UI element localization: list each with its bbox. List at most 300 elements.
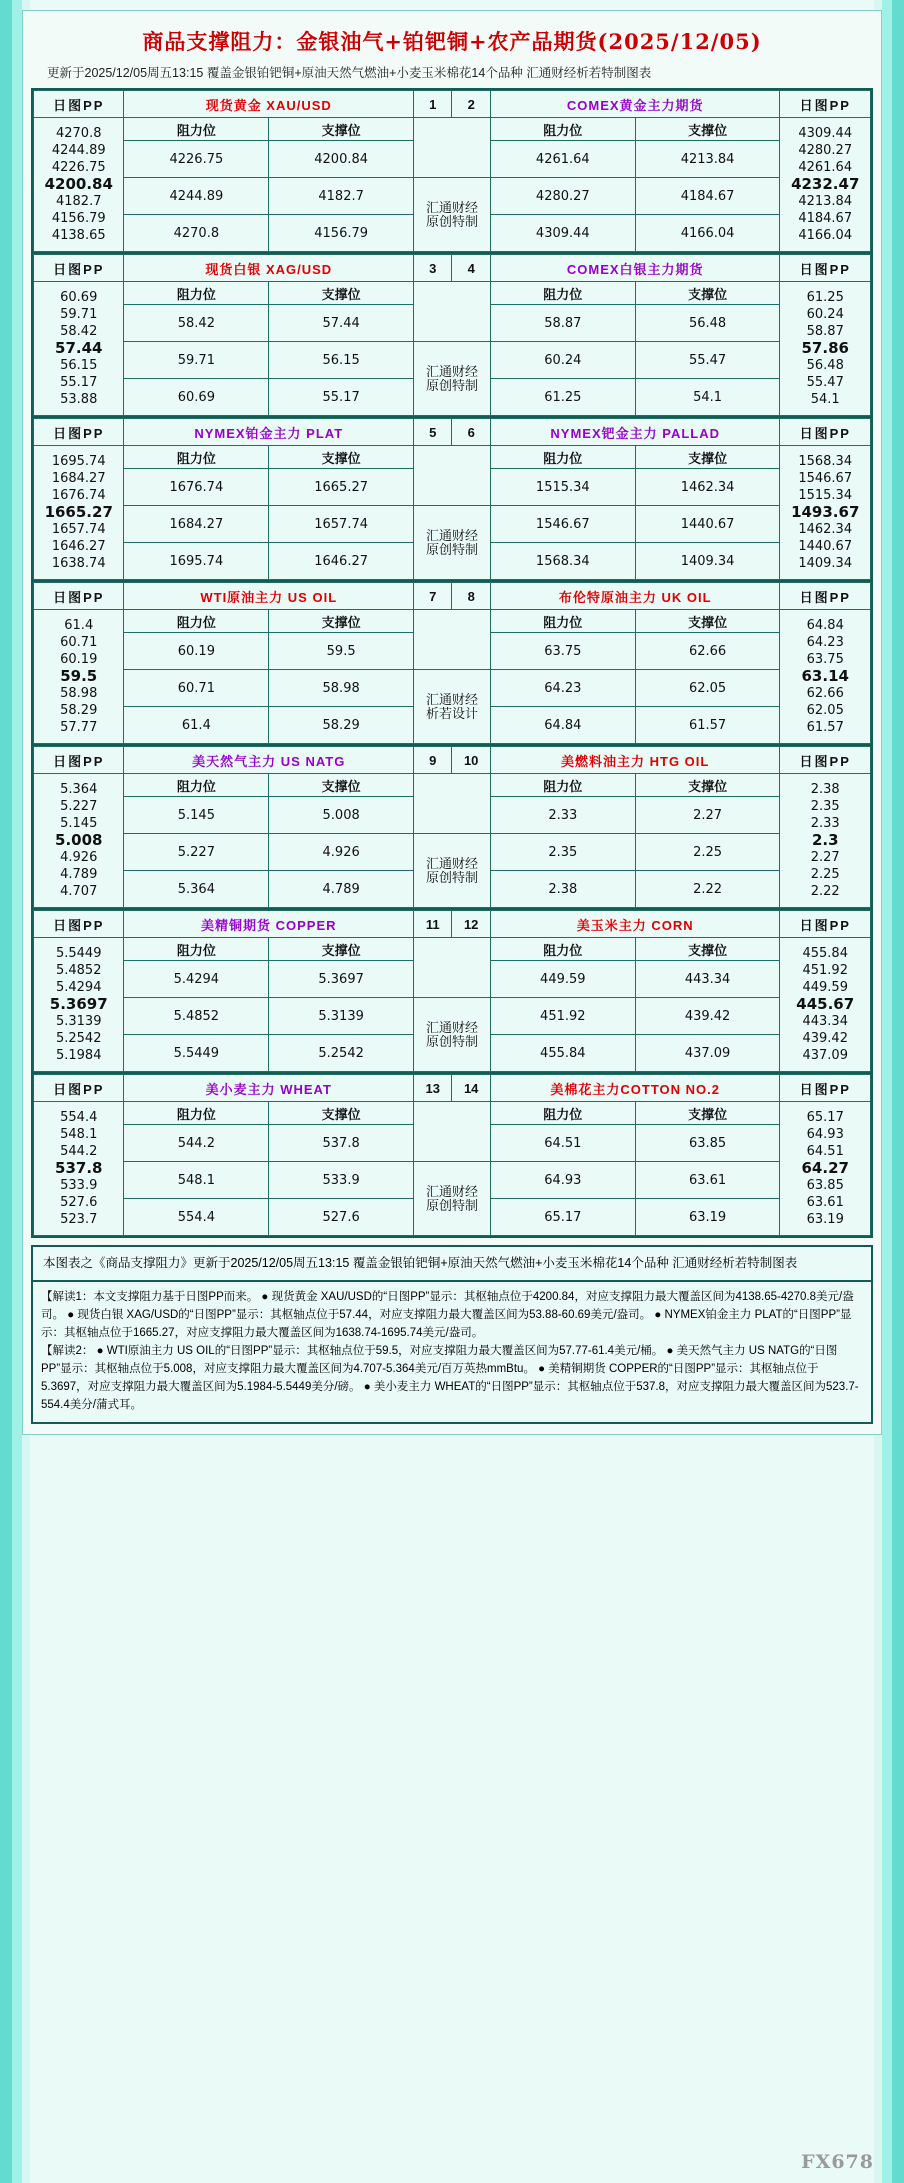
- resistance-value-right: 58.87: [490, 305, 635, 342]
- instrument-name-right: 美燃料油主力 HTG OIL: [490, 747, 780, 774]
- instrument-name-right: 布伦特原油主力 UK OIL: [490, 583, 780, 610]
- support-header-right: 支撑位: [635, 118, 780, 141]
- mid-watermark: 汇通财经 原创特制: [414, 506, 491, 580]
- blocks-container: [31, 88, 873, 1238]
- pp-value: 2.27: [810, 850, 840, 865]
- block-index-left: 7: [414, 583, 452, 610]
- resistance-value-left: 5.364: [124, 871, 269, 908]
- instrument-name-left: 现货黄金 XAU/USD: [124, 91, 414, 118]
- resistance-header-right: 阻力位: [490, 446, 635, 469]
- pp-value: 55.17: [60, 375, 98, 390]
- resistance-value-right: 1515.34: [490, 469, 635, 506]
- pp-value: 56.15: [60, 358, 98, 373]
- support-value-left: 1657.74: [269, 506, 414, 543]
- pp-value: 2.22: [810, 884, 840, 899]
- resistance-value-left: 4226.75: [124, 141, 269, 178]
- pp-value: 4138.65: [51, 228, 106, 243]
- instrument-block: [31, 908, 873, 1072]
- pp-value: 64.51: [806, 1144, 844, 1159]
- instrument-name-right: 美棉花主力COTTON NO.2: [490, 1075, 780, 1102]
- pp-header-right: 日图PP: [780, 255, 871, 282]
- level-row: [34, 178, 871, 215]
- resistance-value-right: 451.92: [490, 998, 635, 1035]
- instrument-table: [33, 418, 871, 580]
- pp-value: 1462.34: [798, 522, 853, 537]
- explain-paragraph-1: 【解读1：本文支撑阻力基于日图PP而来。 ● 现货黄金 XAU/USD的“日图PP”显示：其枢轴点位于4200.84，对应支撑阻力最大覆盖区间为4138.65-4270.8美元/盎司。 ● 现货白银 XAG/USD的“日图PP”显示：其枢轴点位于57.44，对应支撑阻力最大覆盖区间为53.88-60.69美元/盎司。 ● NYMEX铂金主力 PLAT的“日图PP”显示：其枢轴点位于1665.27，对应支撑阻力最大覆盖区间为1638.74-1695.74美元/盎司。: [41, 1291, 854, 1339]
- pp-value: 4182.7: [55, 194, 102, 209]
- instrument-name-right: 美玉米主力 CORN: [490, 911, 780, 938]
- support-value-left: 5.008: [269, 797, 414, 834]
- pp-value: 57.86: [801, 339, 849, 357]
- support-value-right: 62.66: [635, 633, 780, 670]
- resistance-value-right: 63.75: [490, 633, 635, 670]
- support-header-right: 支撑位: [635, 1102, 780, 1125]
- pp-value: 1440.67: [798, 539, 853, 554]
- instrument-table: [33, 582, 871, 744]
- resistance-value-right: 455.84: [490, 1035, 635, 1072]
- pp-column-left: [34, 118, 124, 252]
- pp-header-left: 日图PP: [34, 747, 124, 774]
- pp-value: 1695.74: [51, 454, 106, 469]
- support-value-right: 2.27: [635, 797, 780, 834]
- support-value-left: 4156.79: [269, 215, 414, 252]
- page-subtitle: 更新于2025/12/05周五13:15 覆盖金银铂钯铜+原油天然气燃油+小麦玉米棉花14个品种 汇通财经析若特制图表: [47, 66, 652, 80]
- pp-value: 4244.89: [51, 143, 106, 158]
- resistance-value-left: 58.42: [124, 305, 269, 342]
- pp-column-left: [34, 1102, 124, 1236]
- mid-watermark: 汇通财经 原创特制: [414, 178, 491, 252]
- pp-value: 1646.27: [51, 539, 106, 554]
- pp-value: 1409.34: [798, 556, 853, 571]
- block-index-right: 10: [452, 747, 490, 774]
- pp-value: 4184.67: [798, 211, 853, 226]
- pp-value: 1665.27: [44, 503, 113, 521]
- pp-header-right: 日图PP: [780, 419, 871, 446]
- support-value-right: 2.25: [635, 834, 780, 871]
- pp-value: 544.2: [60, 1144, 98, 1159]
- support-header-left: 支撑位: [269, 938, 414, 961]
- pp-value: 2.33: [810, 816, 840, 831]
- instrument-name-right: COMEX白银主力期货: [490, 255, 780, 282]
- instrument-name-right: NYMEX钯金主力 PALLAD: [490, 419, 780, 446]
- level-row: [34, 342, 871, 379]
- instrument-name-right: COMEX黄金主力期货: [490, 91, 780, 118]
- pp-value: 64.84: [806, 618, 844, 633]
- instrument-block: [31, 1072, 873, 1238]
- pp-value: 5.3139: [55, 1014, 102, 1029]
- instrument-table: [33, 1074, 871, 1236]
- resistance-header-left: 阻力位: [124, 938, 269, 961]
- support-header-right: 支撑位: [635, 610, 780, 633]
- resistance-value-right: 64.84: [490, 707, 635, 744]
- resistance-value-left: 548.1: [124, 1162, 269, 1199]
- pp-value: 59.5: [60, 667, 98, 685]
- support-value-right: 55.47: [635, 342, 780, 379]
- block-index-right: 2: [452, 91, 490, 118]
- resistance-value-right: 4309.44: [490, 215, 635, 252]
- pp-header-left: 日图PP: [34, 1075, 124, 1102]
- support-value-left: 5.2542: [269, 1035, 414, 1072]
- resistance-value-left: 60.19: [124, 633, 269, 670]
- support-value-left: 56.15: [269, 342, 414, 379]
- explain-paragraph-2: 【解读2： ● WTI原油主力 US OIL的“日图PP”显示：其枢轴点位于59.5，对应支撑阻力最大覆盖区间为57.77-61.4美元/桶。 ● 美天然气主力 US NATG的“日图PP”显示：其枢轴点位于5.008，对应支撑阻力最大覆盖区间为4.707-5.364美元/百万英热mmBtu。 ● 美精铜期货 COPPER的“日图PP”显示：其枢轴点位于5.3697，对应支撑阻力最大覆盖区间为5.1984-5.5449美分/磅。 ● 美小麦主力 WHEAT的“日图PP”显示：其枢轴点位于537.8，对应支撑阻力最大覆盖区间为523.7-554.4美分/蒲式耳。: [41, 1345, 859, 1411]
- pp-value: 4.926: [60, 850, 98, 865]
- pp-header-left: 日图PP: [34, 419, 124, 446]
- pp-value: 1568.34: [798, 454, 853, 469]
- support-value-right: 4166.04: [635, 215, 780, 252]
- block-index-right: 14: [452, 1075, 490, 1102]
- resistance-value-left: 1676.74: [124, 469, 269, 506]
- support-value-left: 1665.27: [269, 469, 414, 506]
- pp-header-right: 日图PP: [780, 583, 871, 610]
- pp-column-right: [780, 1102, 871, 1236]
- pp-value: 58.98: [60, 686, 98, 701]
- pp-column-right: [780, 118, 871, 252]
- footer-note: 本图表之《商品支撑阻力》更新于2025/12/05周五13:15 覆盖金银铂钯铜+原油天然气燃油+小麦玉米棉花14个品种 汇通财经析若特制图表: [31, 1245, 873, 1282]
- support-value-left: 5.3139: [269, 998, 414, 1035]
- pp-column-right: [780, 446, 871, 580]
- resistance-value-right: 1568.34: [490, 543, 635, 580]
- pp-value: 4232.47: [791, 175, 860, 193]
- resistance-header-right: 阻力位: [490, 118, 635, 141]
- resistance-header-left: 阻力位: [124, 774, 269, 797]
- pp-header-left: 日图PP: [34, 255, 124, 282]
- resistance-value-right: 1546.67: [490, 506, 635, 543]
- pp-value: 58.42: [60, 324, 98, 339]
- resistance-value-right: 60.24: [490, 342, 635, 379]
- support-value-left: 57.44: [269, 305, 414, 342]
- resistance-header-right: 阻力位: [490, 610, 635, 633]
- watermark-fx678: FX678: [801, 2151, 874, 2173]
- resistance-header-right: 阻力位: [490, 282, 635, 305]
- support-value-right: 63.61: [635, 1162, 780, 1199]
- resistance-value-left: 4244.89: [124, 178, 269, 215]
- instrument-name-left: 美精铜期货 COPPER: [124, 911, 414, 938]
- pp-value: 60.69: [60, 290, 98, 305]
- pp-value: 64.93: [806, 1127, 844, 1142]
- pp-value: 1657.74: [51, 522, 106, 537]
- mid-spacer-top: [414, 1102, 491, 1162]
- support-value-left: 4.789: [269, 871, 414, 908]
- pp-value: 64.27: [801, 1159, 849, 1177]
- pp-value: 443.34: [802, 1014, 848, 1029]
- pp-value: 63.75: [806, 652, 844, 667]
- pp-value: 5.364: [60, 782, 98, 797]
- pp-value: 537.8: [55, 1159, 103, 1177]
- pp-value: 5.2542: [55, 1031, 102, 1046]
- support-value-right: 437.09: [635, 1035, 780, 1072]
- pp-column-right: [780, 774, 871, 908]
- pp-column-right: [780, 282, 871, 416]
- pp-value: 63.14: [801, 667, 849, 685]
- mid-watermark: 汇通财经 原创特制: [414, 834, 491, 908]
- level-row: [34, 506, 871, 543]
- pp-column-left: [34, 282, 124, 416]
- pp-value: 62.66: [806, 686, 844, 701]
- instrument-block: [31, 88, 873, 252]
- support-header-right: 支撑位: [635, 446, 780, 469]
- pp-value: 527.6: [60, 1195, 98, 1210]
- mid-spacer-top: [414, 282, 491, 342]
- pp-value: 1493.67: [791, 503, 860, 521]
- resistance-value-left: 5.227: [124, 834, 269, 871]
- level-row: [34, 1162, 871, 1199]
- pp-value: 5.1984: [55, 1048, 102, 1063]
- page-title: 商品支撑阻力：金银油气+铂钯铜+农产品期货(2025/12/05): [142, 29, 762, 54]
- instrument-table: [33, 90, 871, 252]
- instrument-name-left: 现货白银 XAG/USD: [124, 255, 414, 282]
- pp-value: 451.92: [802, 963, 848, 978]
- support-value-right: 54.1: [635, 379, 780, 416]
- pp-value: 60.24: [806, 307, 844, 322]
- resistance-value-right: 2.38: [490, 871, 635, 908]
- support-value-right: 1409.34: [635, 543, 780, 580]
- pp-header-right: 日图PP: [780, 747, 871, 774]
- instrument-block: [31, 580, 873, 744]
- resistance-value-left: 60.69: [124, 379, 269, 416]
- resistance-value-left: 60.71: [124, 670, 269, 707]
- pp-value: 4213.84: [798, 194, 853, 209]
- block-index-right: 6: [452, 419, 490, 446]
- resistance-value-left: 5.5449: [124, 1035, 269, 1072]
- pp-value: 57.77: [60, 720, 98, 735]
- pp-value: 4.789: [60, 867, 98, 882]
- support-value-left: 4182.7: [269, 178, 414, 215]
- support-value-right: 56.48: [635, 305, 780, 342]
- mid-spacer-top: [414, 938, 491, 998]
- instrument-block: [31, 744, 873, 908]
- pp-value: 61.4: [64, 618, 94, 633]
- support-value-left: 537.8: [269, 1125, 414, 1162]
- pp-value: 455.84: [802, 946, 848, 961]
- pp-value: 4270.8: [55, 126, 102, 141]
- pp-value: 449.59: [802, 980, 848, 995]
- support-value-right: 61.57: [635, 707, 780, 744]
- pp-value: 63.85: [806, 1178, 844, 1193]
- support-value-left: 58.98: [269, 670, 414, 707]
- resistance-value-right: 61.25: [490, 379, 635, 416]
- mid-watermark: 汇通财经 原创特制: [414, 998, 491, 1072]
- support-value-left: 4.926: [269, 834, 414, 871]
- block-index-left: 9: [414, 747, 452, 774]
- pp-value: 60.71: [60, 635, 98, 650]
- block-index-right: 4: [452, 255, 490, 282]
- instrument-name-left: NYMEX铂金主力 PLAT: [124, 419, 414, 446]
- pp-value: 1684.27: [51, 471, 106, 486]
- pp-column-left: [34, 610, 124, 744]
- pp-value: 63.61: [806, 1195, 844, 1210]
- resistance-value-right: 2.33: [490, 797, 635, 834]
- pp-value: 63.19: [806, 1212, 844, 1227]
- resistance-header-right: 阻力位: [490, 1102, 635, 1125]
- pp-value: 5.008: [55, 831, 103, 849]
- mid-watermark: 汇通财经 析若设计: [414, 670, 491, 744]
- mid-watermark: 汇通财经 原创特制: [414, 342, 491, 416]
- pp-value: 1676.74: [51, 488, 106, 503]
- resistance-header-left: 阻力位: [124, 1102, 269, 1125]
- report-card: [22, 10, 882, 1435]
- instrument-name-left: 美天然气主力 US NATG: [124, 747, 414, 774]
- resistance-value-left: 554.4: [124, 1199, 269, 1236]
- pp-value: 439.42: [802, 1031, 848, 1046]
- pp-value: 2.25: [810, 867, 840, 882]
- pp-header-left: 日图PP: [34, 91, 124, 118]
- pp-column-right: [780, 938, 871, 1072]
- resistance-header-left: 阻力位: [124, 446, 269, 469]
- pp-value: 2.38: [810, 782, 840, 797]
- block-index-left: 1: [414, 91, 452, 118]
- pp-header-right: 日图PP: [780, 91, 871, 118]
- pp-value: 4156.79: [51, 211, 106, 226]
- support-value-right: 2.22: [635, 871, 780, 908]
- pp-value: 61.25: [806, 290, 844, 305]
- block-index-left: 11: [414, 911, 452, 938]
- support-value-left: 4200.84: [269, 141, 414, 178]
- pp-header-right: 日图PP: [780, 911, 871, 938]
- pp-value: 1638.74: [51, 556, 106, 571]
- level-row: [34, 670, 871, 707]
- support-value-right: 63.85: [635, 1125, 780, 1162]
- instrument-table: [33, 746, 871, 908]
- pp-value: 533.9: [60, 1178, 98, 1193]
- instrument-block: [31, 252, 873, 416]
- resistance-header-left: 阻力位: [124, 118, 269, 141]
- pp-value: 4.707: [60, 884, 98, 899]
- pp-value: 4200.84: [44, 175, 113, 193]
- support-value-right: 1440.67: [635, 506, 780, 543]
- resistance-header-right: 阻力位: [490, 938, 635, 961]
- support-header-right: 支撑位: [635, 774, 780, 797]
- support-value-right: 1462.34: [635, 469, 780, 506]
- support-value-left: 527.6: [269, 1199, 414, 1236]
- pp-column-right: [780, 610, 871, 744]
- support-header-left: 支撑位: [269, 446, 414, 469]
- pp-value: 58.29: [60, 703, 98, 718]
- pp-value: 60.19: [60, 652, 98, 667]
- mid-spacer-top: [414, 118, 491, 178]
- pp-value: 59.71: [60, 307, 98, 322]
- pp-value: 61.57: [806, 720, 844, 735]
- support-header-left: 支撑位: [269, 610, 414, 633]
- support-value-left: 1646.27: [269, 543, 414, 580]
- mid-spacer-top: [414, 446, 491, 506]
- pp-value: 56.48: [806, 358, 844, 373]
- support-value-right: 4184.67: [635, 178, 780, 215]
- pp-value: 57.44: [55, 339, 103, 357]
- instrument-name-left: WTI原油主力 US OIL: [124, 583, 414, 610]
- resistance-header-left: 阻力位: [124, 282, 269, 305]
- instrument-name-left: 美小麦主力 WHEAT: [124, 1075, 414, 1102]
- resistance-value-right: 65.17: [490, 1199, 635, 1236]
- pp-value: 53.88: [60, 392, 98, 407]
- resistance-value-right: 4261.64: [490, 141, 635, 178]
- support-header-left: 支撑位: [269, 774, 414, 797]
- pp-value: 5.3697: [49, 995, 108, 1013]
- resistance-value-left: 59.71: [124, 342, 269, 379]
- pp-value: 62.05: [806, 703, 844, 718]
- support-value-right: 443.34: [635, 961, 780, 998]
- pp-value: 548.1: [60, 1127, 98, 1142]
- pp-value: 523.7: [60, 1212, 98, 1227]
- explain-section: [31, 1282, 873, 1424]
- resistance-value-left: 61.4: [124, 707, 269, 744]
- support-value-left: 58.29: [269, 707, 414, 744]
- pp-column-left: [34, 446, 124, 580]
- resistance-value-right: 64.23: [490, 670, 635, 707]
- support-header-left: 支撑位: [269, 118, 414, 141]
- support-value-left: 59.5: [269, 633, 414, 670]
- pp-value: 4261.64: [798, 160, 853, 175]
- pp-value: 4309.44: [798, 126, 853, 141]
- pp-value: 1515.34: [798, 488, 853, 503]
- pp-value: 65.17: [806, 1110, 844, 1125]
- pp-header-left: 日图PP: [34, 583, 124, 610]
- support-value-left: 5.3697: [269, 961, 414, 998]
- level-row: [34, 834, 871, 871]
- pp-value: 5.4294: [55, 980, 102, 995]
- resistance-value-left: 5.4294: [124, 961, 269, 998]
- support-value-right: 4213.84: [635, 141, 780, 178]
- mid-watermark: 汇通财经 原创特制: [414, 1162, 491, 1236]
- pp-value: 4226.75: [51, 160, 106, 175]
- block-index-left: 3: [414, 255, 452, 282]
- pp-value: 5.5449: [55, 946, 102, 961]
- block-index-right: 8: [452, 583, 490, 610]
- resistance-value-right: 2.35: [490, 834, 635, 871]
- resistance-value-left: 5.4852: [124, 998, 269, 1035]
- mid-spacer-top: [414, 774, 491, 834]
- resistance-value-right: 449.59: [490, 961, 635, 998]
- resistance-value-right: 64.51: [490, 1125, 635, 1162]
- resistance-value-right: 64.93: [490, 1162, 635, 1199]
- support-value-left: 533.9: [269, 1162, 414, 1199]
- pp-value: 54.1: [810, 392, 840, 407]
- support-header-right: 支撑位: [635, 938, 780, 961]
- pp-value: 1546.67: [798, 471, 853, 486]
- pp-value: 554.4: [60, 1110, 98, 1125]
- pp-value: 2.3: [811, 831, 839, 849]
- support-value-left: 55.17: [269, 379, 414, 416]
- block-index-right: 12: [452, 911, 490, 938]
- resistance-value-left: 1695.74: [124, 543, 269, 580]
- resistance-value-left: 4270.8: [124, 215, 269, 252]
- support-value-right: 439.42: [635, 998, 780, 1035]
- resistance-value-right: 4280.27: [490, 178, 635, 215]
- pp-value: 64.23: [806, 635, 844, 650]
- support-header-right: 支撑位: [635, 282, 780, 305]
- pp-value: 437.09: [802, 1048, 848, 1063]
- pp-column-left: [34, 774, 124, 908]
- resistance-header-right: 阻力位: [490, 774, 635, 797]
- instrument-table: [33, 910, 871, 1072]
- pp-value: 5.227: [60, 799, 98, 814]
- pp-header-left: 日图PP: [34, 911, 124, 938]
- resistance-value-left: 544.2: [124, 1125, 269, 1162]
- mid-spacer-top: [414, 610, 491, 670]
- pp-value: 4280.27: [798, 143, 853, 158]
- level-row: [34, 998, 871, 1035]
- block-index-left: 5: [414, 419, 452, 446]
- pp-value: 2.35: [810, 799, 840, 814]
- instrument-block: [31, 416, 873, 580]
- support-value-right: 63.19: [635, 1199, 780, 1236]
- support-header-left: 支撑位: [269, 282, 414, 305]
- instrument-table: [33, 254, 871, 416]
- support-value-right: 62.05: [635, 670, 780, 707]
- resistance-value-left: 5.145: [124, 797, 269, 834]
- pp-value: 5.4852: [55, 963, 102, 978]
- pp-value: 4166.04: [798, 228, 853, 243]
